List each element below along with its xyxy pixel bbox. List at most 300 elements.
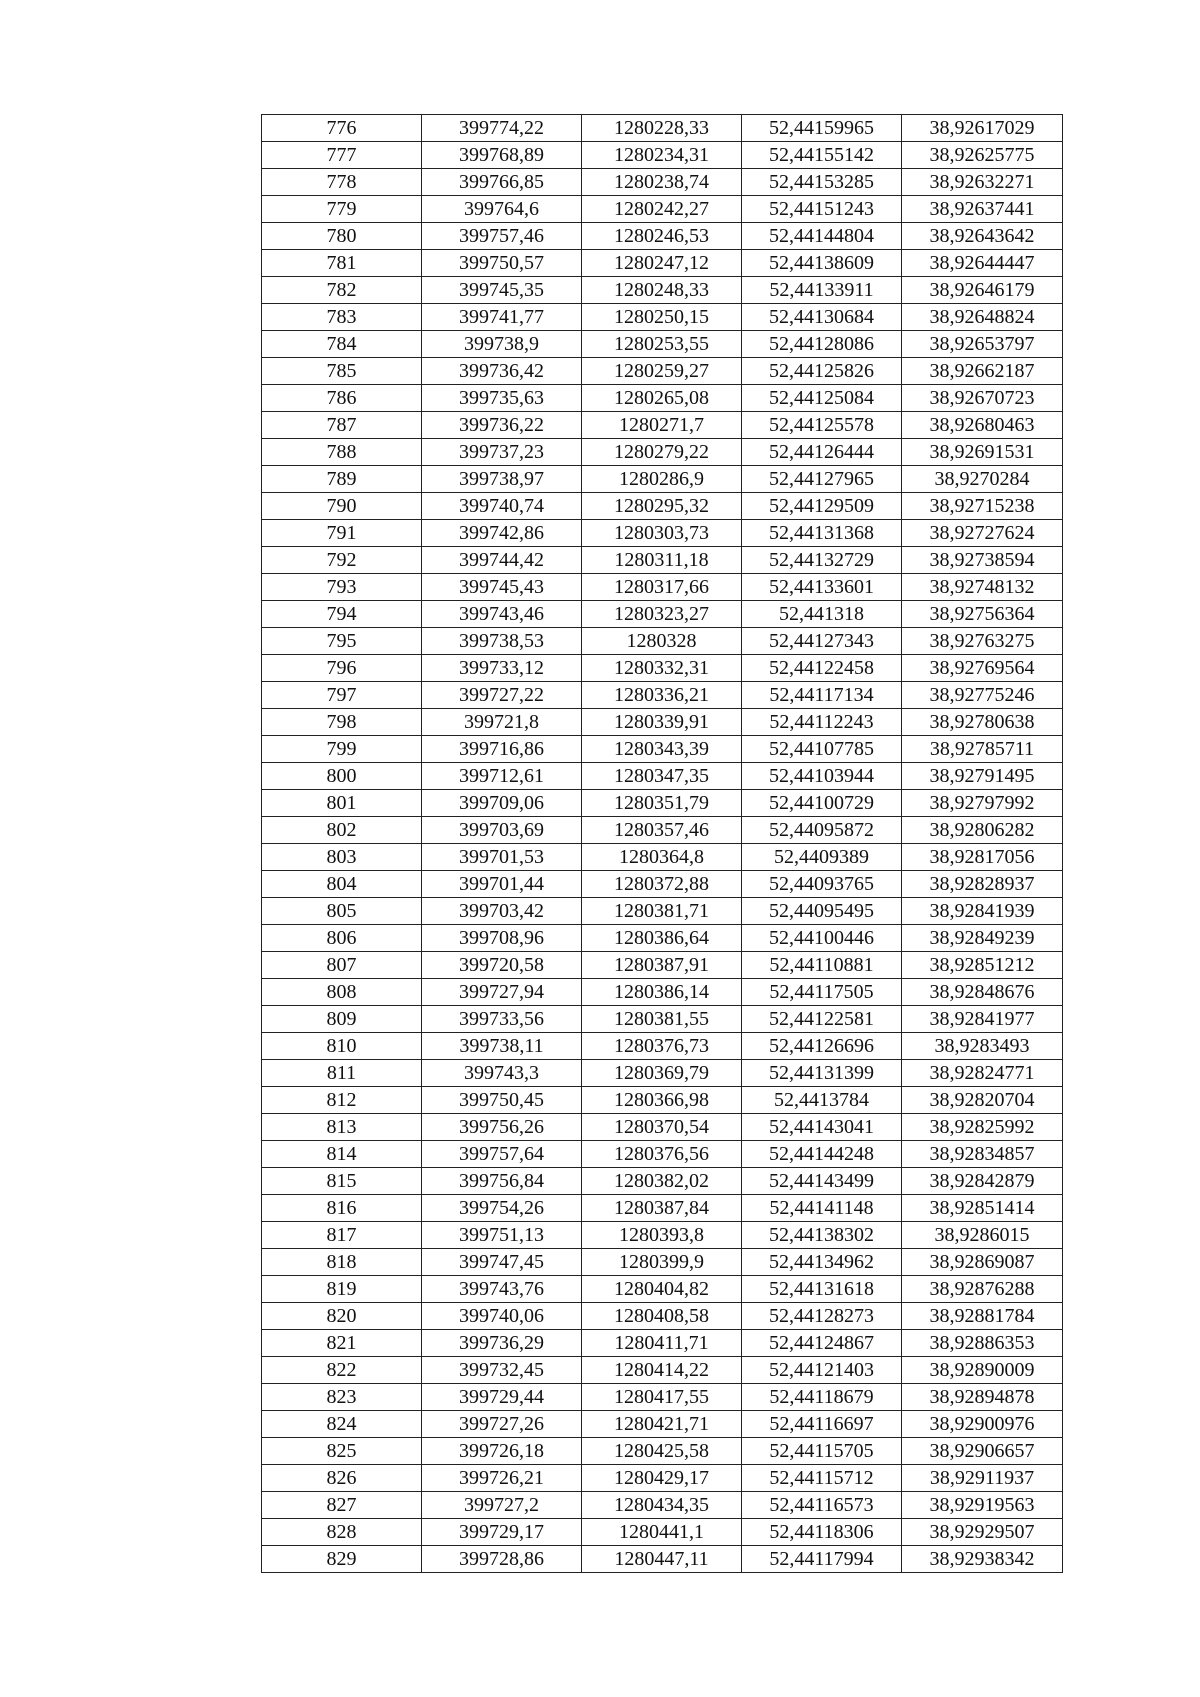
point-number-cell: 816 [262, 1195, 422, 1222]
longitude-cell: 38,92825992 [902, 1114, 1063, 1141]
latitude-cell: 52,44110881 [742, 952, 902, 979]
longitude-cell: 38,92841939 [902, 898, 1063, 925]
table-row [262, 601, 1063, 628]
point-number-cell: 807 [262, 952, 422, 979]
y-coordinate-cell: 1280253,55 [582, 331, 742, 358]
latitude-cell: 52,44144804 [742, 223, 902, 250]
longitude-cell: 38,92632271 [902, 169, 1063, 196]
latitude-cell: 52,44095495 [742, 898, 902, 925]
longitude-cell: 38,92851414 [902, 1195, 1063, 1222]
table-row [262, 574, 1063, 601]
table-row [262, 223, 1063, 250]
x-coordinate-cell: 399729,44 [422, 1384, 582, 1411]
point-number-cell: 797 [262, 682, 422, 709]
longitude-cell: 38,92617029 [902, 115, 1063, 142]
table-row [262, 466, 1063, 493]
y-coordinate-cell: 1280323,27 [582, 601, 742, 628]
y-coordinate-cell: 1280271,7 [582, 412, 742, 439]
table-row [262, 250, 1063, 277]
longitude-cell: 38,92791495 [902, 763, 1063, 790]
longitude-cell: 38,92842879 [902, 1168, 1063, 1195]
latitude-cell: 52,44131368 [742, 520, 902, 547]
y-coordinate-cell: 1280265,08 [582, 385, 742, 412]
y-coordinate-cell: 1280248,33 [582, 277, 742, 304]
point-number-cell: 799 [262, 736, 422, 763]
point-number-cell: 829 [262, 1546, 422, 1573]
table-row [262, 1411, 1063, 1438]
point-number-cell: 815 [262, 1168, 422, 1195]
latitude-cell: 52,44115705 [742, 1438, 902, 1465]
x-coordinate-cell: 399756,84 [422, 1168, 582, 1195]
latitude-cell: 52,44126696 [742, 1033, 902, 1060]
coordinates-table-body [262, 115, 1063, 1573]
table-row [262, 304, 1063, 331]
table-row [262, 817, 1063, 844]
y-coordinate-cell: 1280303,73 [582, 520, 742, 547]
point-number-cell: 824 [262, 1411, 422, 1438]
table-row [262, 1195, 1063, 1222]
longitude-cell: 38,92769564 [902, 655, 1063, 682]
point-number-cell: 793 [262, 574, 422, 601]
x-coordinate-cell: 399737,23 [422, 439, 582, 466]
x-coordinate-cell: 399727,26 [422, 1411, 582, 1438]
point-number-cell: 778 [262, 169, 422, 196]
latitude-cell: 52,44107785 [742, 736, 902, 763]
latitude-cell: 52,44131618 [742, 1276, 902, 1303]
table-row [262, 871, 1063, 898]
x-coordinate-cell: 399743,76 [422, 1276, 582, 1303]
table-row [262, 412, 1063, 439]
point-number-cell: 783 [262, 304, 422, 331]
longitude-cell: 38,9286015 [902, 1222, 1063, 1249]
point-number-cell: 823 [262, 1384, 422, 1411]
latitude-cell: 52,44127965 [742, 466, 902, 493]
longitude-cell: 38,92691531 [902, 439, 1063, 466]
latitude-cell: 52,44131399 [742, 1060, 902, 1087]
table-row [262, 682, 1063, 709]
table-row [262, 196, 1063, 223]
latitude-cell: 52,44121403 [742, 1357, 902, 1384]
x-coordinate-cell: 399726,21 [422, 1465, 582, 1492]
latitude-cell: 52,44138609 [742, 250, 902, 277]
longitude-cell: 38,92680463 [902, 412, 1063, 439]
point-number-cell: 821 [262, 1330, 422, 1357]
y-coordinate-cell: 1280399,9 [582, 1249, 742, 1276]
latitude-cell: 52,44093765 [742, 871, 902, 898]
table-row [262, 1357, 1063, 1384]
point-number-cell: 794 [262, 601, 422, 628]
table-row [262, 1249, 1063, 1276]
longitude-cell: 38,92817056 [902, 844, 1063, 871]
latitude-cell: 52,44134962 [742, 1249, 902, 1276]
latitude-cell: 52,44118306 [742, 1519, 902, 1546]
point-number-cell: 818 [262, 1249, 422, 1276]
x-coordinate-cell: 399766,85 [422, 169, 582, 196]
table-row [262, 493, 1063, 520]
y-coordinate-cell: 1280434,35 [582, 1492, 742, 1519]
y-coordinate-cell: 1280242,27 [582, 196, 742, 223]
y-coordinate-cell: 1280332,31 [582, 655, 742, 682]
table-row [262, 1006, 1063, 1033]
x-coordinate-cell: 399742,86 [422, 520, 582, 547]
x-coordinate-cell: 399736,29 [422, 1330, 582, 1357]
latitude-cell: 52,441318 [742, 601, 902, 628]
x-coordinate-cell: 399747,45 [422, 1249, 582, 1276]
point-number-cell: 779 [262, 196, 422, 223]
y-coordinate-cell: 1280357,46 [582, 817, 742, 844]
table-row [262, 547, 1063, 574]
point-number-cell: 784 [262, 331, 422, 358]
latitude-cell: 52,44100446 [742, 925, 902, 952]
table-row [262, 628, 1063, 655]
table-row [262, 277, 1063, 304]
x-coordinate-cell: 399764,6 [422, 196, 582, 223]
latitude-cell: 52,44116697 [742, 1411, 902, 1438]
y-coordinate-cell: 1280411,71 [582, 1330, 742, 1357]
longitude-cell: 38,92797992 [902, 790, 1063, 817]
table-row [262, 1438, 1063, 1465]
y-coordinate-cell: 1280425,58 [582, 1438, 742, 1465]
latitude-cell: 52,44138302 [742, 1222, 902, 1249]
longitude-cell: 38,92851212 [902, 952, 1063, 979]
point-number-cell: 820 [262, 1303, 422, 1330]
latitude-cell: 52,44115712 [742, 1465, 902, 1492]
longitude-cell: 38,92643642 [902, 223, 1063, 250]
x-coordinate-cell: 399736,22 [422, 412, 582, 439]
x-coordinate-cell: 399727,22 [422, 682, 582, 709]
point-number-cell: 826 [262, 1465, 422, 1492]
x-coordinate-cell: 399701,44 [422, 871, 582, 898]
x-coordinate-cell: 399757,64 [422, 1141, 582, 1168]
table-row [262, 1222, 1063, 1249]
table-row [262, 1168, 1063, 1195]
longitude-cell: 38,92906657 [902, 1438, 1063, 1465]
point-number-cell: 802 [262, 817, 422, 844]
longitude-cell: 38,92662187 [902, 358, 1063, 385]
x-coordinate-cell: 399736,42 [422, 358, 582, 385]
point-number-cell: 791 [262, 520, 422, 547]
latitude-cell: 52,44100729 [742, 790, 902, 817]
y-coordinate-cell: 1280343,39 [582, 736, 742, 763]
point-number-cell: 782 [262, 277, 422, 304]
point-number-cell: 795 [262, 628, 422, 655]
point-number-cell: 789 [262, 466, 422, 493]
y-coordinate-cell: 1280247,12 [582, 250, 742, 277]
latitude-cell: 52,4409389 [742, 844, 902, 871]
latitude-cell: 52,44143499 [742, 1168, 902, 1195]
y-coordinate-cell: 1280339,91 [582, 709, 742, 736]
latitude-cell: 52,44116573 [742, 1492, 902, 1519]
point-number-cell: 811 [262, 1060, 422, 1087]
x-coordinate-cell: 399774,22 [422, 115, 582, 142]
table-row [262, 142, 1063, 169]
x-coordinate-cell: 399740,06 [422, 1303, 582, 1330]
latitude-cell: 52,44151243 [742, 196, 902, 223]
x-coordinate-cell: 399757,46 [422, 223, 582, 250]
latitude-cell: 52,44125826 [742, 358, 902, 385]
y-coordinate-cell: 1280382,02 [582, 1168, 742, 1195]
coordinates-table [261, 114, 1063, 1573]
longitude-cell: 38,92894878 [902, 1384, 1063, 1411]
table-row [262, 169, 1063, 196]
longitude-cell: 38,92715238 [902, 493, 1063, 520]
latitude-cell: 52,44133601 [742, 574, 902, 601]
point-number-cell: 813 [262, 1114, 422, 1141]
table-row [262, 736, 1063, 763]
longitude-cell: 38,92881784 [902, 1303, 1063, 1330]
point-number-cell: 788 [262, 439, 422, 466]
y-coordinate-cell: 1280393,8 [582, 1222, 742, 1249]
x-coordinate-cell: 399732,45 [422, 1357, 582, 1384]
point-number-cell: 827 [262, 1492, 422, 1519]
table-row [262, 1384, 1063, 1411]
point-number-cell: 806 [262, 925, 422, 952]
latitude-cell: 52,44126444 [742, 439, 902, 466]
latitude-cell: 52,44128086 [742, 331, 902, 358]
latitude-cell: 52,44124867 [742, 1330, 902, 1357]
x-coordinate-cell: 399745,43 [422, 574, 582, 601]
x-coordinate-cell: 399716,86 [422, 736, 582, 763]
y-coordinate-cell: 1280421,71 [582, 1411, 742, 1438]
y-coordinate-cell: 1280376,56 [582, 1141, 742, 1168]
y-coordinate-cell: 1280381,55 [582, 1006, 742, 1033]
longitude-cell: 38,92637441 [902, 196, 1063, 223]
x-coordinate-cell: 399756,26 [422, 1114, 582, 1141]
table-row [262, 790, 1063, 817]
point-number-cell: 822 [262, 1357, 422, 1384]
latitude-cell: 52,44125578 [742, 412, 902, 439]
table-row [262, 1546, 1063, 1573]
y-coordinate-cell: 1280370,54 [582, 1114, 742, 1141]
longitude-cell: 38,92646179 [902, 277, 1063, 304]
table-row [262, 358, 1063, 385]
table-row [262, 925, 1063, 952]
x-coordinate-cell: 399743,3 [422, 1060, 582, 1087]
y-coordinate-cell: 1280429,17 [582, 1465, 742, 1492]
point-number-cell: 812 [262, 1087, 422, 1114]
y-coordinate-cell: 1280234,31 [582, 142, 742, 169]
longitude-cell: 38,92756364 [902, 601, 1063, 628]
latitude-cell: 52,4413784 [742, 1087, 902, 1114]
x-coordinate-cell: 399741,77 [422, 304, 582, 331]
point-number-cell: 777 [262, 142, 422, 169]
point-number-cell: 817 [262, 1222, 422, 1249]
x-coordinate-cell: 399727,2 [422, 1492, 582, 1519]
longitude-cell: 38,92820704 [902, 1087, 1063, 1114]
x-coordinate-cell: 399750,45 [422, 1087, 582, 1114]
y-coordinate-cell: 1280279,22 [582, 439, 742, 466]
point-number-cell: 803 [262, 844, 422, 871]
latitude-cell: 52,44128273 [742, 1303, 902, 1330]
table-row [262, 898, 1063, 925]
y-coordinate-cell: 1280336,21 [582, 682, 742, 709]
table-row [262, 844, 1063, 871]
latitude-cell: 52,44141148 [742, 1195, 902, 1222]
table-row [262, 331, 1063, 358]
x-coordinate-cell: 399727,94 [422, 979, 582, 1006]
latitude-cell: 52,44143041 [742, 1114, 902, 1141]
point-number-cell: 828 [262, 1519, 422, 1546]
x-coordinate-cell: 399726,18 [422, 1438, 582, 1465]
x-coordinate-cell: 399709,06 [422, 790, 582, 817]
latitude-cell: 52,44112243 [742, 709, 902, 736]
y-coordinate-cell: 1280404,82 [582, 1276, 742, 1303]
y-coordinate-cell: 1280351,79 [582, 790, 742, 817]
point-number-cell: 798 [262, 709, 422, 736]
x-coordinate-cell: 399750,57 [422, 250, 582, 277]
longitude-cell: 38,92824771 [902, 1060, 1063, 1087]
point-number-cell: 785 [262, 358, 422, 385]
x-coordinate-cell: 399738,11 [422, 1033, 582, 1060]
table-row [262, 979, 1063, 1006]
y-coordinate-cell: 1280238,74 [582, 169, 742, 196]
table-row [262, 1141, 1063, 1168]
longitude-cell: 38,92938342 [902, 1546, 1063, 1573]
table-row [262, 1060, 1063, 1087]
latitude-cell: 52,44117505 [742, 979, 902, 1006]
longitude-cell: 38,92748132 [902, 574, 1063, 601]
x-coordinate-cell: 399712,61 [422, 763, 582, 790]
longitude-cell: 38,92738594 [902, 547, 1063, 574]
longitude-cell: 38,92834857 [902, 1141, 1063, 1168]
table-row [262, 1303, 1063, 1330]
latitude-cell: 52,44122458 [742, 655, 902, 682]
longitude-cell: 38,92644447 [902, 250, 1063, 277]
longitude-cell: 38,92780638 [902, 709, 1063, 736]
longitude-cell: 38,92848676 [902, 979, 1063, 1006]
point-number-cell: 810 [262, 1033, 422, 1060]
longitude-cell: 38,9283493 [902, 1033, 1063, 1060]
longitude-cell: 38,92876288 [902, 1276, 1063, 1303]
point-number-cell: 787 [262, 412, 422, 439]
x-coordinate-cell: 399751,13 [422, 1222, 582, 1249]
table-row [262, 385, 1063, 412]
x-coordinate-cell: 399703,69 [422, 817, 582, 844]
longitude-cell: 38,9270284 [902, 466, 1063, 493]
table-row [262, 1465, 1063, 1492]
x-coordinate-cell: 399721,8 [422, 709, 582, 736]
table-row [262, 1519, 1063, 1546]
latitude-cell: 52,44132729 [742, 547, 902, 574]
x-coordinate-cell: 399729,17 [422, 1519, 582, 1546]
y-coordinate-cell: 1280372,88 [582, 871, 742, 898]
point-number-cell: 792 [262, 547, 422, 574]
latitude-cell: 52,44117994 [742, 1546, 902, 1573]
x-coordinate-cell: 399738,9 [422, 331, 582, 358]
table-row [262, 520, 1063, 547]
longitude-cell: 38,92841977 [902, 1006, 1063, 1033]
y-coordinate-cell: 1280447,11 [582, 1546, 742, 1573]
point-number-cell: 780 [262, 223, 422, 250]
x-coordinate-cell: 399744,42 [422, 547, 582, 574]
point-number-cell: 796 [262, 655, 422, 682]
latitude-cell: 52,44159965 [742, 115, 902, 142]
point-number-cell: 781 [262, 250, 422, 277]
point-number-cell: 805 [262, 898, 422, 925]
table-row [262, 1276, 1063, 1303]
y-coordinate-cell: 1280417,55 [582, 1384, 742, 1411]
latitude-cell: 52,44103944 [742, 763, 902, 790]
longitude-cell: 38,92648824 [902, 304, 1063, 331]
point-number-cell: 814 [262, 1141, 422, 1168]
y-coordinate-cell: 1280386,64 [582, 925, 742, 952]
x-coordinate-cell: 399745,35 [422, 277, 582, 304]
longitude-cell: 38,92828937 [902, 871, 1063, 898]
x-coordinate-cell: 399701,53 [422, 844, 582, 871]
latitude-cell: 52,44127343 [742, 628, 902, 655]
y-coordinate-cell: 1280228,33 [582, 115, 742, 142]
y-coordinate-cell: 1280387,91 [582, 952, 742, 979]
point-number-cell: 776 [262, 115, 422, 142]
y-coordinate-cell: 1280441,1 [582, 1519, 742, 1546]
x-coordinate-cell: 399733,12 [422, 655, 582, 682]
point-number-cell: 800 [262, 763, 422, 790]
point-number-cell: 786 [262, 385, 422, 412]
latitude-cell: 52,44118679 [742, 1384, 902, 1411]
longitude-cell: 38,92653797 [902, 331, 1063, 358]
table-row [262, 709, 1063, 736]
y-coordinate-cell: 1280364,8 [582, 844, 742, 871]
y-coordinate-cell: 1280369,79 [582, 1060, 742, 1087]
table-row [262, 1114, 1063, 1141]
longitude-cell: 38,92727624 [902, 520, 1063, 547]
latitude-cell: 52,44155142 [742, 142, 902, 169]
longitude-cell: 38,92625775 [902, 142, 1063, 169]
longitude-cell: 38,92919563 [902, 1492, 1063, 1519]
point-number-cell: 808 [262, 979, 422, 1006]
y-coordinate-cell: 1280295,32 [582, 493, 742, 520]
longitude-cell: 38,92869087 [902, 1249, 1063, 1276]
y-coordinate-cell: 1280250,15 [582, 304, 742, 331]
x-coordinate-cell: 399708,96 [422, 925, 582, 952]
point-number-cell: 804 [262, 871, 422, 898]
longitude-cell: 38,92785711 [902, 736, 1063, 763]
longitude-cell: 38,92763275 [902, 628, 1063, 655]
table-row [262, 439, 1063, 466]
y-coordinate-cell: 1280328 [582, 628, 742, 655]
longitude-cell: 38,92890009 [902, 1357, 1063, 1384]
x-coordinate-cell: 399733,56 [422, 1006, 582, 1033]
y-coordinate-cell: 1280386,14 [582, 979, 742, 1006]
longitude-cell: 38,92886353 [902, 1330, 1063, 1357]
longitude-cell: 38,92775246 [902, 682, 1063, 709]
x-coordinate-cell: 399720,58 [422, 952, 582, 979]
x-coordinate-cell: 399754,26 [422, 1195, 582, 1222]
table-row [262, 1330, 1063, 1357]
y-coordinate-cell: 1280408,58 [582, 1303, 742, 1330]
table-row [262, 763, 1063, 790]
table-row [262, 952, 1063, 979]
table-row [262, 655, 1063, 682]
x-coordinate-cell: 399740,74 [422, 493, 582, 520]
y-coordinate-cell: 1280366,98 [582, 1087, 742, 1114]
y-coordinate-cell: 1280347,35 [582, 763, 742, 790]
latitude-cell: 52,44117134 [742, 682, 902, 709]
point-number-cell: 825 [262, 1438, 422, 1465]
x-coordinate-cell: 399735,63 [422, 385, 582, 412]
y-coordinate-cell: 1280317,66 [582, 574, 742, 601]
longitude-cell: 38,92806282 [902, 817, 1063, 844]
point-number-cell: 801 [262, 790, 422, 817]
latitude-cell: 52,44153285 [742, 169, 902, 196]
y-coordinate-cell: 1280259,27 [582, 358, 742, 385]
point-number-cell: 819 [262, 1276, 422, 1303]
table-row [262, 1033, 1063, 1060]
x-coordinate-cell: 399728,86 [422, 1546, 582, 1573]
y-coordinate-cell: 1280246,53 [582, 223, 742, 250]
y-coordinate-cell: 1280414,22 [582, 1357, 742, 1384]
longitude-cell: 38,92911937 [902, 1465, 1063, 1492]
